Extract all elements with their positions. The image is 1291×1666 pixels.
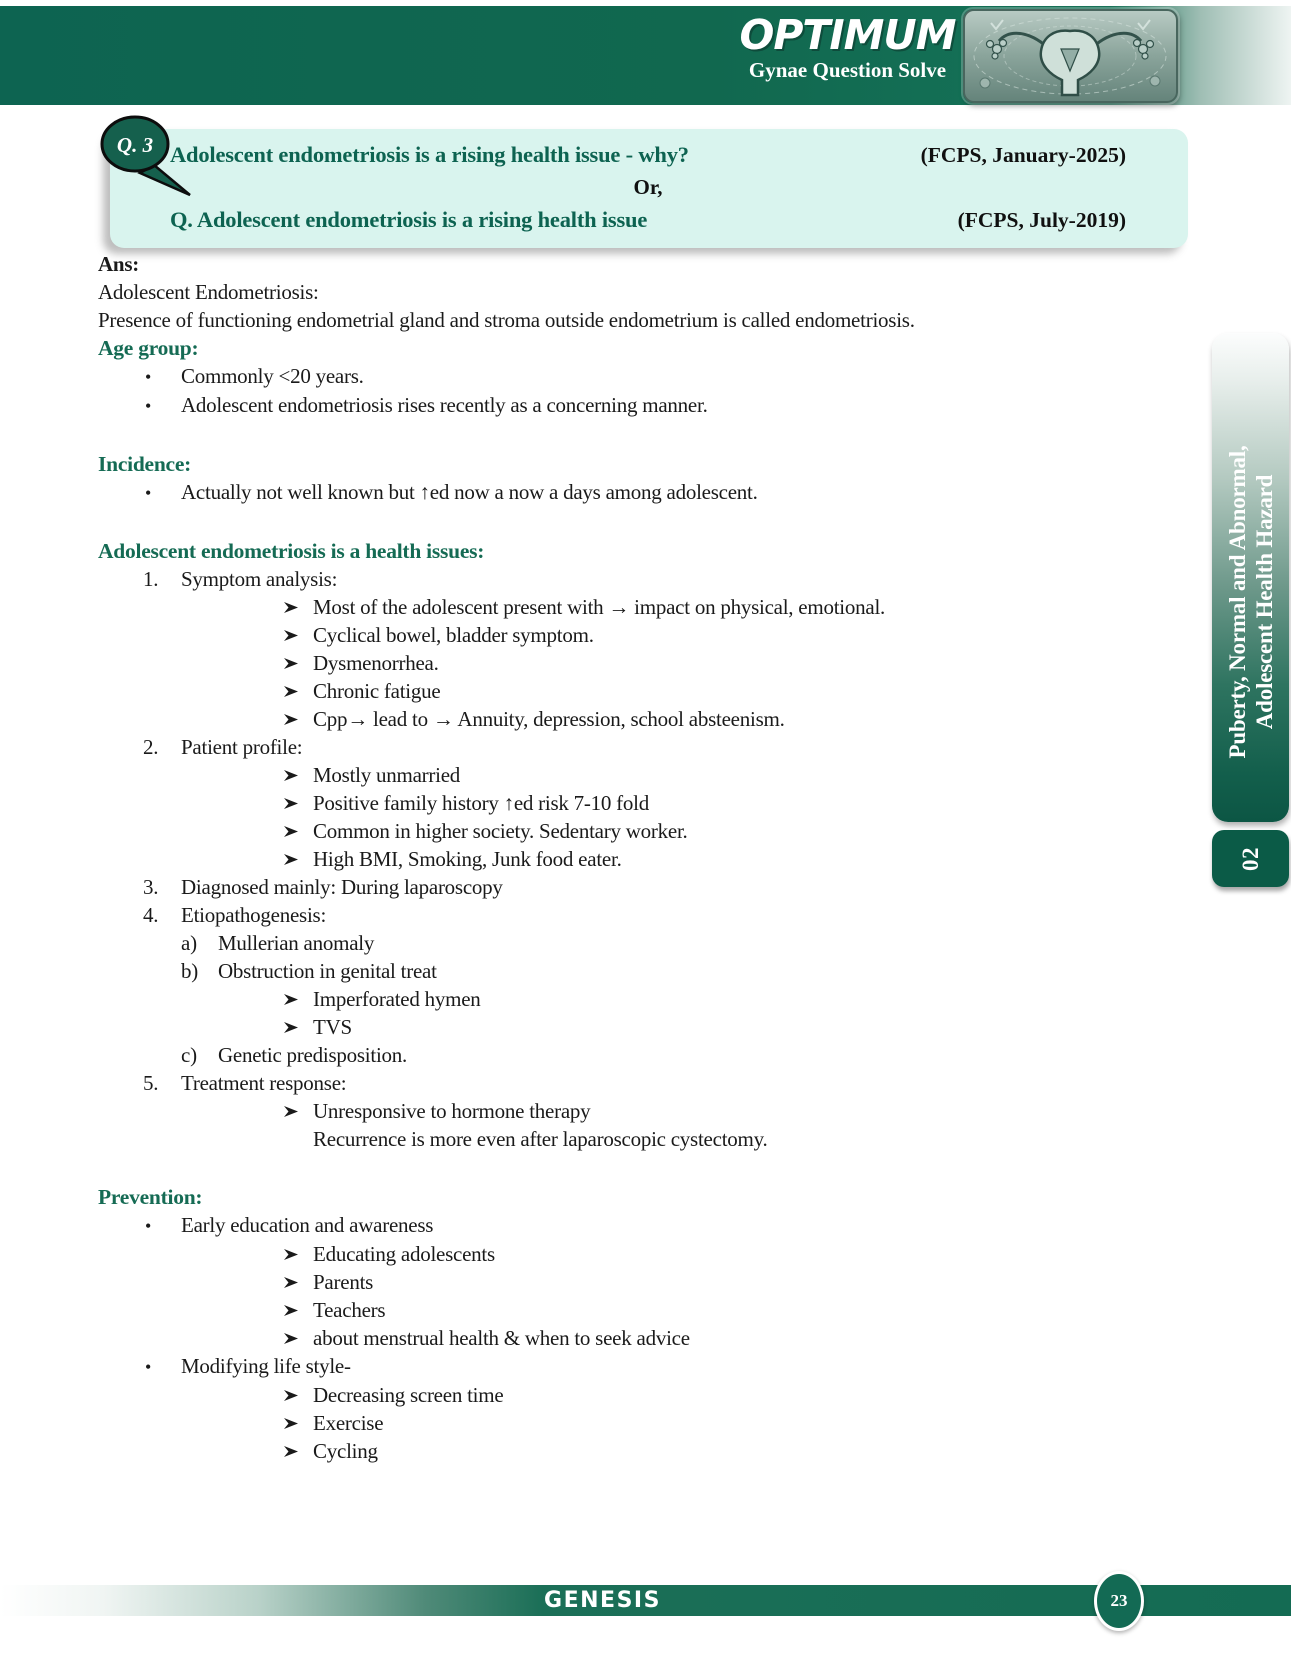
text: Positive family history ↑ed risk 7-10 fold [313,791,649,815]
sub-bullet-item [98,1409,1146,1437]
section-spacer [98,420,1146,450]
arrowhead-right-icon [283,621,313,649]
bullet-marker: • [145,367,152,387]
text: Symptom analysis: [181,567,338,591]
sub-bullet-item [98,789,1146,817]
list-number: 5. [143,1071,159,1095]
text: Common in higher society. Sedentary worker. [313,819,688,843]
list-letter: a) [181,931,197,955]
section-heading [98,450,1146,478]
bullet-item [98,478,1146,507]
question-row-2 [170,207,1126,233]
sub-bullet-item [98,1324,1146,1352]
chapter-tab-label [1224,357,1278,846]
paragraph [98,306,1146,334]
page-number: 23 [1110,1591,1128,1610]
text: Etiopathogenesis: [181,903,327,927]
chapter-tab-line1: Puberty, Normal and Abnormal, [1224,444,1250,759]
text: Modifying life style- [181,1354,351,1378]
bullet-marker: • [145,396,152,416]
alpha-item [98,929,1146,957]
arrowhead-right-icon [283,985,313,1013]
text: Recurrence is more even after laparoscopic cystectomy. [313,1127,768,1151]
numbered-item [98,1069,1146,1097]
bullet-marker: • [145,483,152,503]
text: Prevention: [98,1185,203,1209]
text: about menstrual health & when to seek advice [313,1326,690,1350]
chapter-number-tab [1212,830,1289,887]
section-heading [98,537,1146,565]
arrowhead-right-icon [283,1013,313,1041]
question-text-1: Adolescent endometriosis is a rising health issue - why? [170,142,689,167]
text: Actually not well known but ↑ed now a now a days among adolescent. [181,480,758,504]
sub-bullet-item [98,649,1146,677]
text: Teachers [313,1298,386,1322]
numbered-item [98,565,1146,593]
text: Cpp→ lead to → Annuity, depression, school absteenism. [313,707,785,731]
arrowhead-right-icon [283,761,313,789]
alpha-item [98,957,1146,985]
text: Dysmenorrhea. [313,651,439,675]
sub-bullet-item [98,593,1146,621]
numbered-item [98,901,1146,929]
list-number: 1. [143,567,159,591]
text: Presence of functioning endometrial gland and stroma outside endometrium is called endometriosis. [98,308,915,332]
arrowhead-right-icon [283,593,313,621]
arrowhead-right-icon [283,1097,313,1125]
text: Cyclical bowel, bladder symptom. [313,623,594,647]
numbered-item [98,873,1146,901]
chapter-tab-line2: Adolescent Health Hazard [1251,474,1277,729]
text: Most of the adolescent present with → impact on physical, emotional. [313,595,886,619]
sub-bullet-item [98,1097,1146,1125]
page-number-badge [1094,1571,1144,1631]
text: Decreasing screen time [313,1383,504,1407]
text: Chronic fatigue [313,679,441,703]
text: Genetic predisposition. [218,1043,408,1067]
question-text-2: Q. Adolescent endometriosis is a rising health issue [170,207,648,232]
question-badge-label: Q. 3 [116,133,154,157]
sub-bullet-item [98,1381,1146,1409]
bullet-marker: • [145,1216,152,1236]
arrowhead-right-icon [283,1268,313,1296]
brand-logo: OPTIMUM [739,11,956,59]
sub-bullet-item [98,1268,1146,1296]
text: Patient profile: [181,735,303,759]
sub-bullet-item [98,985,1146,1013]
sub-bullet-item [98,817,1146,845]
text: Incidence: [98,452,192,476]
text: Imperforated hymen [313,987,481,1011]
question-or-divider: Or, [633,175,663,199]
text: Ans: [98,252,140,276]
text: Mostly unmarried [313,763,461,787]
bullet-marker: • [145,1357,152,1377]
sub-bullet-item [98,1296,1146,1324]
footer-brand: GENESIS [544,1588,661,1613]
chapter-tab [1212,333,1289,822]
question-row-1 [170,142,1126,168]
text: Unresponsive to hormone therapy [313,1099,591,1123]
text: Obstruction in genital treat [218,959,437,983]
numbered-item [98,733,1146,761]
paragraph [98,278,1146,306]
uterus-illustration [963,9,1178,103]
question-box [110,129,1188,248]
bullet-item [98,1211,1146,1240]
section-heading [98,1183,1146,1211]
text: Treatment response: [181,1071,347,1095]
sub-bullet-item [98,621,1146,649]
text: Parents [313,1270,374,1294]
sub-bullet-item [98,761,1146,789]
bullet-item [98,391,1146,420]
question-ref-1: (FCPS, January-2025) [920,143,1126,167]
list-letter: c) [181,1043,197,1067]
text: High BMI, Smoking, Junk food eater. [313,847,622,871]
continuation-line [98,1125,1146,1153]
text: Adolescent Endometriosis: [98,280,319,304]
list-number: 3. [143,875,159,899]
text: Age group: [98,336,199,360]
arrowhead-right-icon [283,1296,313,1324]
text: Diagnosed mainly: During laparoscopy [181,875,503,899]
arrowhead-right-icon [283,1437,313,1465]
sub-bullet-item [98,1013,1146,1041]
alpha-item [98,1041,1146,1069]
list-number: 2. [143,735,159,759]
text: Commonly <20 years. [181,364,364,388]
sub-bullet-item [98,1437,1146,1465]
sub-bullet-item [98,1240,1146,1268]
brand [735,12,960,82]
arrowhead-right-icon [283,1240,313,1268]
text: Adolescent endometriosis rises recently as a concerning manner. [181,393,708,417]
sub-bullet-item [98,845,1146,873]
arrowhead-right-icon [283,789,313,817]
text: Exercise [313,1411,384,1435]
arrowhead-right-icon [283,1381,313,1409]
sub-bullet-item [98,677,1146,705]
arrowhead-right-icon [283,845,313,873]
arrowhead-right-icon [283,705,313,733]
arrowhead-right-icon [283,649,313,677]
section-spacer [98,1153,1146,1183]
arrowhead-right-icon [283,1409,313,1437]
answer-label [98,250,1146,278]
arrowhead-right-icon [283,817,313,845]
list-letter: b) [181,959,198,983]
arrowhead-right-icon [283,677,313,705]
list-number: 4. [143,903,159,927]
bullet-item [98,362,1146,391]
text: TVS [313,1015,352,1039]
text: Early education and awareness [181,1213,434,1237]
text: Educating adolescents [313,1242,495,1266]
section-spacer [98,507,1146,537]
section-heading [98,334,1146,362]
text: Adolescent endometriosis is a health issues: [98,539,485,563]
brand-subtitle: Gynae Question Solve [748,58,947,82]
chapter-number-label: 02 [1237,846,1263,871]
answer-content [98,250,1146,1465]
question-ref-2: (FCPS, July-2019) [957,208,1126,232]
text: Cycling [313,1439,378,1463]
sub-bullet-item [98,705,1146,733]
arrowhead-right-icon [283,1324,313,1352]
question-badge [98,113,228,205]
text: Mullerian anomaly [218,931,375,955]
bullet-item [98,1352,1146,1381]
